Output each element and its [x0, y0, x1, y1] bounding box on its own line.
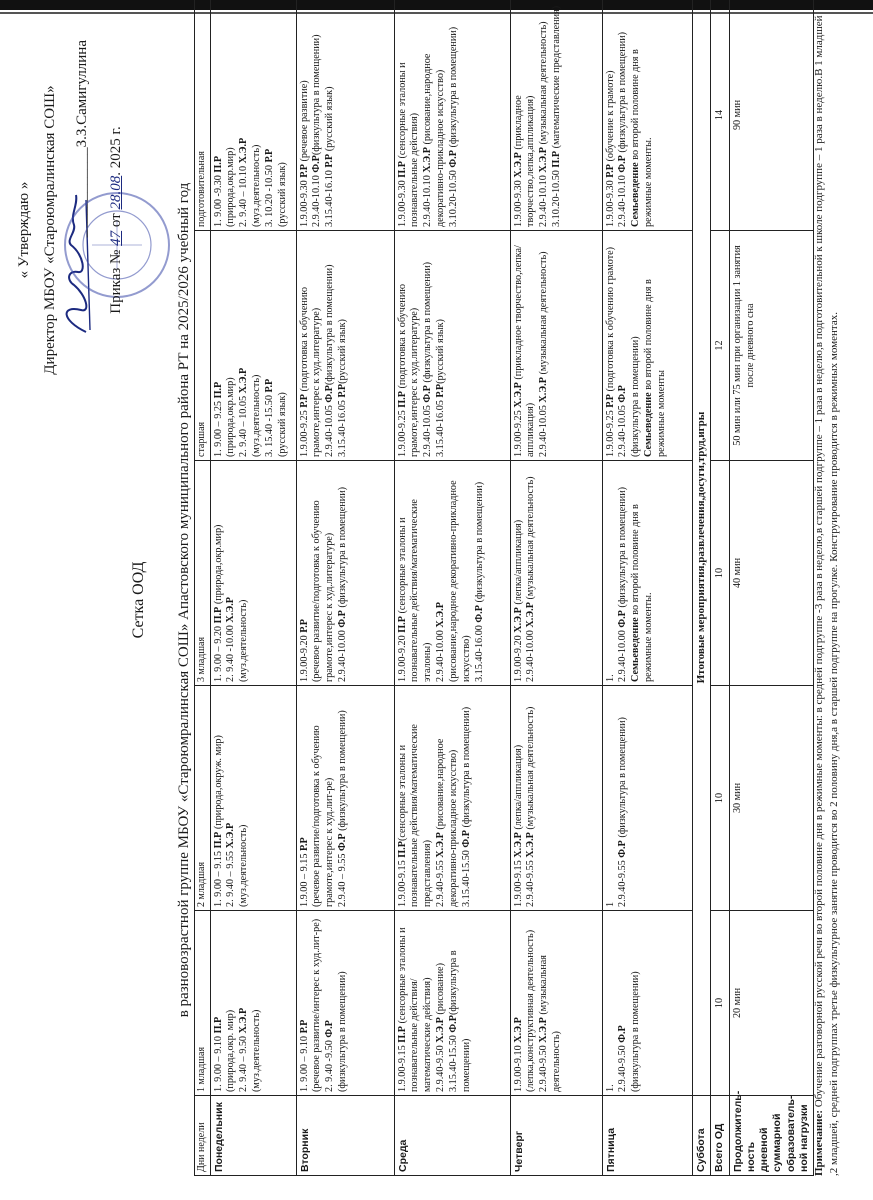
lesson-cell-tuesday-g4 — [296, 231, 394, 461]
lesson-line: 2.9.40-10.10 Ф.Р (физкультура в помещении) — [617, 31, 629, 227]
lesson-line: 2.9.40-9.50 Х.Э.Р (рисование) — [435, 963, 447, 1092]
document-subtitle: в разновозрастной группе МБОУ «Староюмралинская СОШ» Апастовского муниципального района РТ на 2025/2026 учебный год — [176, 182, 192, 1018]
approval-signature-line: ____________З.З.Самигуллина — [74, 40, 90, 238]
lesson-line: 1. — [604, 1084, 616, 1092]
table-row-monday — [210, 0, 296, 1176]
lesson-line: 2.9.40-10.05 Х.Э.Р (музыкальная деятельность) — [538, 251, 550, 457]
order-from: от — [108, 213, 124, 228]
header-group-3: 3 младшая — [195, 461, 211, 686]
lesson-line: (муз.деятельность) — [251, 1009, 263, 1092]
header-group-2: 2 младшая — [195, 686, 211, 911]
lesson-line: Семьеведение во второй половине дня в режимные моменты. — [630, 49, 655, 227]
lesson-line: (природа,окр. мир) — [225, 1009, 237, 1092]
lesson-line: 2. 9.40 -9.50 Ф.Р — [324, 1020, 336, 1092]
table-row-thursday — [510, 0, 602, 1176]
lesson-line: 2.9.40-10.10 Ф.Р(физкультура в помещении) — [311, 34, 323, 227]
lesson-line: 2.9.40-10.05 Ф.Р(физкультура в помещении) — [324, 264, 336, 457]
lesson-cell-thursday-g3 — [510, 461, 602, 686]
lesson-line: 1.9.00-9.15 П.Р (сенсорные эталоны и познавательные действия/математические действия) — [396, 927, 434, 1092]
lesson-line: 2. 9.40 -10.00 Х.Э.Р — [225, 596, 237, 682]
footnote — [812, 6, 841, 1176]
order-number: 47 — [108, 230, 124, 246]
header-group-4: старшая — [195, 231, 211, 461]
lesson-line: 1.9.00 – 9.15 Р.Р — [298, 837, 310, 907]
lesson-line: (муз.деятельность) — [251, 144, 263, 227]
order-prefix: Приказ № — [108, 249, 124, 314]
lesson-line: 1. 9.00 – 9.10 Р.Р — [298, 1019, 310, 1092]
lesson-cell-monday-g1 — [210, 911, 296, 1096]
lesson-line: 1.9.00-9.15 Х.Э.Р (лепка/аппликация) — [512, 744, 524, 907]
lesson-cell-wednesday-g5 — [394, 0, 510, 231]
table-row-wednesday — [394, 0, 510, 1176]
lesson-line: 1.9.00-9.25 Х.Э.Р (прикладное творчество,лепка/аппликация) — [512, 245, 537, 457]
day-wednesday: Среда — [394, 1096, 510, 1176]
lesson-cell-monday-g3 — [210, 461, 296, 686]
lesson-cell-thursday-g2 — [510, 686, 602, 911]
day-tuesday: Вторник — [296, 1096, 394, 1176]
totals-group-3: 10 — [711, 461, 729, 686]
totals-group-2: 10 — [711, 686, 729, 911]
lesson-line: 2.9.40-9.50 Ф.Р — [617, 1025, 629, 1092]
lesson-line: 1.9.00-9.25 П.Р (подготовка к обучению грамоте,интерес к худ.литературе) — [396, 284, 421, 457]
lesson-cell-wednesday-g3 — [394, 461, 510, 686]
lesson-cell-thursday-g4 — [510, 231, 602, 461]
lesson-line: 2. 9.40 – 9.50 Х.Э.Р — [238, 1007, 250, 1092]
lesson-line: Семьеведение во второй половине дня в режимные моменты — [643, 279, 667, 457]
lesson-line: 1.9.00-9.20 Р.Р — [298, 619, 310, 682]
duration-group-1: 20 мин — [729, 911, 813, 1096]
lesson-cell-friday-g5 — [602, 0, 692, 231]
lesson-line: 2. 9.40 – 10.10 Х.Э.Р — [238, 137, 250, 227]
day-saturday: Суббота — [692, 1096, 711, 1176]
lesson-line: 3.15.40-16.10 Р.Р (русский язык) — [324, 86, 336, 227]
lesson-line: 2.9.40-10.00 Ф.Р (физкультура в помещении) — [337, 486, 349, 682]
lesson-line: Семьеведение во второй половине дня в режимные моменты. — [630, 504, 655, 682]
header-group-1: 1 младшая — [195, 911, 211, 1096]
lesson-cell-friday-g1 — [602, 911, 692, 1096]
lesson-line: 3. 15.40 -15.50 Р.Р — [263, 378, 275, 457]
totals-label: Всего ОД — [711, 1096, 729, 1176]
totals-group-1: 10 — [711, 911, 729, 1096]
lesson-line: 2.9.40-10.00 Ф.Р (физкультура в помещении) — [617, 486, 629, 682]
lesson-line: 2.9.40-10.05 Ф.Р (физкультура в помещении) — [422, 261, 434, 457]
header-days-cell: Дни недели — [195, 1096, 211, 1176]
lesson-line: 2.9.40-10.00 Х.Э.Р — [435, 602, 447, 682]
lesson-line: (физкультура в помещении) — [337, 971, 349, 1092]
approval-director-line: Директор МБОУ «Староюмралинская СОШ» — [42, 85, 58, 375]
order-date: 28.08 — [108, 175, 124, 210]
day-friday: Пятница — [602, 1096, 692, 1176]
lesson-cell-monday-g5 — [210, 0, 296, 231]
lesson-line: (русский язык) — [276, 162, 288, 227]
lesson-line: 1. 9.00 – 9.25 П.Р — [212, 381, 224, 457]
lesson-line: 3.10.20-10.50 П.Р (математические представления) — [551, 5, 563, 227]
lesson-line: 1.9.00-9.30 Х.Э.Р (прикладное творчество,лепка,аппликация) — [512, 95, 537, 227]
order-year: . 2025 г. — [108, 126, 124, 176]
lesson-line: 3.15.40-16.05 Р.Р(русский язык) — [337, 319, 349, 457]
table-row-duration — [729, 0, 813, 1176]
duration-group-5: 90 мин — [729, 0, 813, 231]
approval-order-line — [108, 40, 125, 400]
day-monday: Понедельник — [210, 1096, 296, 1176]
lesson-cell-tuesday-g1 — [296, 911, 394, 1096]
lesson-cell-thursday-g1 — [510, 911, 602, 1096]
lesson-cell-monday-g4 — [210, 231, 296, 461]
lesson-cell-wednesday-g1 — [394, 911, 510, 1096]
lesson-line: 3.15.40-16.05 Р.Р(русский язык) — [435, 319, 447, 457]
lesson-line: 2.9.40 – 9.55 Ф.Р (физкультура в помещении) — [337, 710, 349, 907]
lesson-line: 1 — [604, 901, 616, 907]
lesson-line: (муз.деятельность) — [251, 374, 263, 457]
duration-label: Продолжитель-ность дневной суммарной образователь-ной нагрузки — [729, 1096, 813, 1176]
lesson-cell-monday-g2 — [210, 686, 296, 911]
lesson-cell-friday-g3 — [602, 461, 692, 686]
lesson-line: 2.9.40-9.55 Х.Э.Р (музыкальная деятельность) — [525, 706, 537, 907]
lesson-line: 1.9.00-9.30 Р.Р (речевое развитие) — [298, 80, 310, 227]
lesson-line: 2.9.40-10.10 Х.Э.Р (рисование,народное декоративно-прикладное искусство) — [422, 53, 447, 227]
duration-group-3: 40 мин — [729, 461, 813, 686]
totals-group-5: 14 — [711, 0, 729, 231]
table-row-totals — [711, 0, 729, 1176]
lesson-cell-tuesday-g3 — [296, 461, 394, 686]
lesson-line: 1. — [604, 674, 616, 682]
lesson-line: 1. 9.00 – 9.10 П.Р — [212, 1016, 224, 1092]
lesson-line: (природа,окр.мир) — [225, 377, 237, 457]
lesson-line: 1.9.00-9.25 Р.Р (подготовка к обучению грамоте,интерес к худ.литературе) — [298, 287, 323, 457]
lesson-line: 1.9.00-9.10 Х.Э.Р — [512, 1017, 524, 1092]
lesson-line: 1.9.00-9.30 П.Р (сенсорные эталоны и познавательные действия) — [396, 62, 421, 227]
lesson-line: (речевое развитие/подготовка к обучению грамоте,интерес к худ.литературе) — [311, 500, 336, 682]
lesson-line: 3.15.40-16.00 Ф.Р (физкультура в помещении) — [473, 481, 485, 682]
lesson-cell-wednesday-g2 — [394, 686, 510, 911]
lesson-line: 1. 9.00 -9.30 П.Р — [212, 155, 224, 227]
approval-heading: « Утверждаю » — [16, 181, 32, 279]
lesson-line: 2.9.40-9.55 Х.Э.Р (рисование,народное декоративно-прикладное искусство) — [435, 738, 459, 907]
lesson-line: (физкультура в помещении) — [630, 971, 642, 1092]
lesson-line: (муз.деятельность) — [238, 824, 250, 907]
lesson-line: 1.9.00-9.15 П.Р(сенсорные эталоны и познавательные действия/математические представления) — [396, 724, 434, 907]
lesson-line: 1.9.00-9.20 Х.Э.Р (лепка/аппликация) — [512, 519, 524, 682]
lesson-line: 2. 9.40 – 10.05 Х.Э.Р — [238, 367, 250, 457]
lesson-cell-wednesday-g4 — [394, 231, 510, 461]
table-row-saturday — [692, 0, 711, 1176]
lesson-line: 2.9.40-10.05 Ф.Р — [617, 385, 629, 457]
duration-group-4: 50 мин или 75 мин при организации 1 занятия после дневного сна — [729, 231, 813, 461]
lesson-line: 2.9.40-10.10 Х.Э.Р (музыкальная деятельность) — [538, 21, 550, 227]
lesson-cell-friday-g2 — [602, 686, 692, 911]
schedule-table — [194, 0, 814, 1176]
lesson-line: 1.9.00-9.30 Р.Р (обучение к грамоте) — [604, 70, 616, 227]
lesson-line: 2.9.40-9.55 Ф.Р (физкультура в помещении) — [617, 717, 629, 907]
lesson-line: 1. 9.00 – 9.15 П.Р (природа,окруж. мир) — [212, 735, 224, 907]
header-group-5: подготовительная — [195, 0, 211, 231]
saturday-activities: Итоговые мероприятия,развлечения,досуги,труд,игры — [692, 0, 711, 1096]
lesson-line: 3.15.40-15.50 Ф.Р (физкультура в помещении) — [460, 706, 472, 907]
lesson-line: (речевое развитие/подготовка к обучению грамоте,интерес к худ.лит-ре) — [311, 725, 336, 907]
footnote-label: Примечание: — [813, 1109, 825, 1176]
table-row-tuesday — [296, 0, 394, 1176]
totals-group-4: 12 — [711, 231, 729, 461]
lesson-cell-tuesday-g2 — [296, 686, 394, 911]
document-title: Сетка ООД — [130, 561, 147, 639]
lesson-line: (рисование,народное декоративно-прикладное искусство) — [447, 480, 472, 682]
footnote-text: Обучение разговорной русской речи во второй половине дня в режимные моменты: в средней подгруппе -3 раза в неделю,в старшей подгруппе – 1 раза в неделю,в подготовительной к школе подгруппе – 1 раза в неделю.В 1 младшей ,2 младшей, средней подгруппах третье физкультурное занятие проводится во 2 половину дня,а в старшей подгруппе на прогулке. Конструирование проводится в режимных моментах. — [813, 15, 840, 1176]
lesson-line: 1.9.00-9.25 Р.Р (подготовка к обучению грамоте) — [604, 246, 616, 457]
duration-group-2: 30 мин — [729, 686, 813, 911]
lesson-line: (муз.деятельность) — [238, 599, 250, 682]
lesson-line: 2.9.40-10.00 Х.Э.Р (музыкальная деятельность) — [525, 476, 537, 682]
director-name: З.З.Самигуллина — [74, 40, 90, 148]
lesson-line: (лепка,конструктивная деятельность) — [525, 929, 537, 1092]
lesson-line: (речевое развитие/интерес к худ.лит-ре) — [311, 918, 323, 1092]
lesson-line: 2.9.40-9.50 Х.Э.Р (музыкальная деятельность) — [538, 955, 563, 1092]
lesson-line: (русский язык) — [276, 392, 288, 457]
lesson-line: 1. 9.00 – 9.20 П.Р (природа,окр.мир) — [212, 524, 224, 682]
table-row-friday — [602, 0, 692, 1176]
lesson-cell-tuesday-g5 — [296, 0, 394, 231]
lesson-line: (физкультура в помещении) — [630, 336, 642, 457]
lesson-line: 2. 9.40 – 9.55 Х.Э.Р — [225, 822, 237, 907]
table-header-row — [195, 0, 211, 1176]
lesson-line: 3.10.20-10.50 Ф.Р (физкультура в помещении) — [447, 26, 459, 227]
lesson-line: 3. 10.20 -10.50 Р.Р — [263, 148, 275, 227]
lesson-line: (природа,окр.мир) — [225, 147, 237, 227]
lesson-cell-friday-g4 — [602, 231, 692, 461]
lesson-line: 3.15.40-15.50 Ф.Р(физкультура в помещении) — [447, 950, 472, 1092]
lesson-line: 1.9.00-9.20 П.Р (сенсорные эталоны и познавательные действия/математические эталоны) — [396, 499, 434, 682]
day-thursday: Четверг — [510, 1096, 602, 1176]
lesson-cell-thursday-g5 — [510, 0, 602, 231]
